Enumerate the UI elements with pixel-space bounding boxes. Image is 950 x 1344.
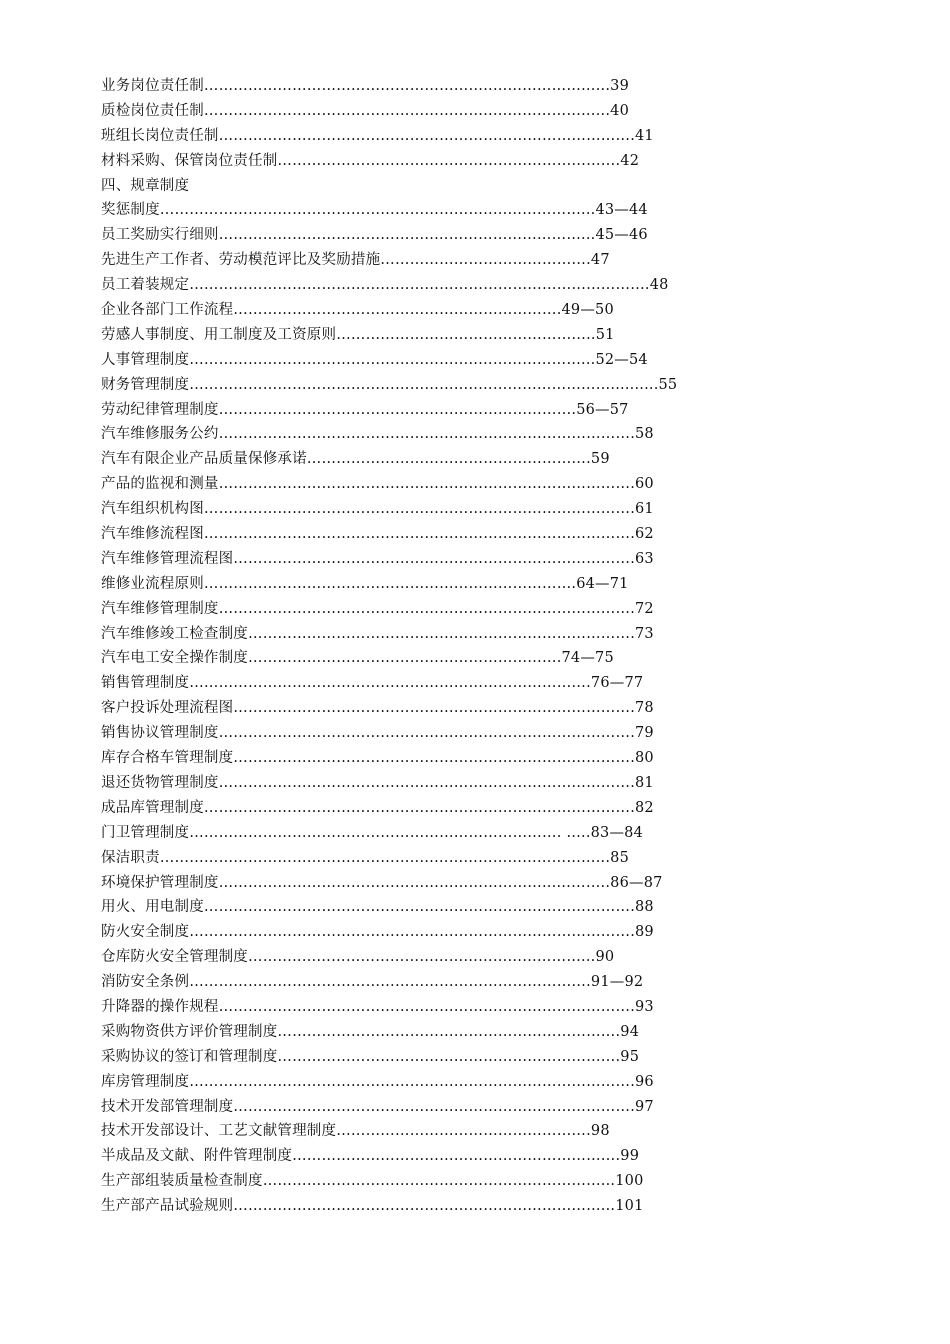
toc-entry: 客户投诉处理流程图……………………………………………………………………….78 [101, 700, 654, 717]
section-heading: 四、规章制度 [101, 177, 190, 194]
toc-entry: 汽车维修管理制度………………………………………………………………………….72 [101, 600, 654, 617]
toc-entry: 销售协议管理制度………………………………………………………………………….79 [101, 725, 654, 742]
toc-entry: 维修业流程原则………………………………………………………………….64—71 [101, 575, 629, 592]
toc-entry: 质检岗位责任制…………………………………………………..…………………...40 [101, 102, 629, 119]
toc-entry: 财务管理制度…………………………………………………..………………………..........55 [101, 376, 678, 393]
toc-entry: 汽车组织机构图…………………………………………………………………………….61 [101, 501, 654, 518]
toc-entry: 汽车维修管理流程图……………………………………………………………………….63 [101, 550, 654, 567]
toc-entry: 仓库防火安全管理制度………..…………………………………………………...90 [101, 949, 615, 966]
toc-entry: 汽车维修竣工检查制度…………………………………………………………………….73 [101, 625, 654, 642]
toc-entry: 业务岗位责任制…………………………………………………..…………………...39 [101, 78, 629, 94]
toc-entry: 门卫管理制度…………………………………………………………………. …..83—84 [101, 824, 644, 841]
toc-entry: 劳动纪律管理制度……………………………………………………………….56—57 [101, 401, 629, 418]
toc-entry: 员工奖励实行细则……………………………………..…………………………...45—46 [101, 227, 648, 244]
toc-entry: 劳感人事制度、用工制度及工资原则……………………………………………..51 [101, 326, 615, 343]
toc-entry: 材料采购、保管岗位责任制…………………………………………………………….42 [101, 152, 640, 169]
toc-entry: 销售管理制度……………………………………………………………………….76—77 [101, 675, 644, 692]
toc-entry: 采购协议的签订和管理制度…………………………………………………………….95 [101, 1048, 640, 1065]
toc-entry: 技术开发部设计、工艺文献管理制度…………………………………………….98 [101, 1123, 610, 1140]
toc-entry: 企业各部门工作流程………………………………………………………….49—50 [101, 302, 614, 319]
toc-entry: 退还货物管理制度………………………………………………………………………….81 [101, 774, 654, 791]
toc-entry: 奖惩制度…………………………………………………………..………………...43—44 [101, 202, 648, 219]
toc-entry: 库房管理制度……………………………………………………………………………….96 [101, 1073, 654, 1090]
toc-entry: 先进生产工作者、劳动模范评比及奖励措施…………………………………….47 [101, 252, 610, 269]
toc-entry: 成品库管理制度…………………………………………………………………………….82 [101, 799, 654, 816]
toc-entry: 采购物资供方评价管理制度…………………………………………………………….94 [101, 1023, 640, 1040]
toc-entry: 生产部产品试验规则…………………………………………………………………...101 [101, 1198, 644, 1215]
toc-entry: 汽车电工安全操作制度……………………………………………………….74—75 [101, 650, 614, 667]
toc-entry: 升降器的操作规程………………………………………………………………………….93 [101, 998, 654, 1015]
toc-entry: 半成品及文献、附件管理制度………………………………………………………….99 [101, 1148, 640, 1165]
toc-entry: 汽车维修服务公约………………………………………………………………………….58 [101, 426, 654, 443]
toc-entry: 产品的监视和测量………………………………………………………………………….60 [101, 476, 654, 493]
toc-entry: 防火安全制度……………………………………………………………………………….89 [101, 924, 654, 941]
toc-entry: 人事管理制度…………………………………………………..…………………...52—54 [101, 351, 648, 368]
toc-entry: 库存合格车管理制度……………………………………………………………………….80 [101, 750, 654, 767]
toc-entry: 班组长岗位责任制………………………………………………………………………….41 [101, 127, 654, 144]
toc-entry: 环境保护管理制度…………………………………………………………...………..86—87 [101, 874, 663, 891]
toc-entry: 汽车有限企业产品质量保修承诺………………………………………………….59 [101, 451, 610, 468]
toc-entry: 消防安全条例……………………………………………………………………….91—92 [101, 974, 644, 991]
toc-entry: 员工着装规定………………………………………………………………………………….48 [101, 277, 669, 294]
toc-entry: 技术开发部管理制度……………………………………………………………………….97 [101, 1098, 654, 1115]
toc-entry: 用火、用电制度…………………………………………………………………………….88 [101, 899, 654, 916]
toc-entry: 生产部组装质量检查制度……………………………………………………………...100 [101, 1173, 644, 1190]
toc-entry: 汽车维修流程图…………………………………………………………………………….62 [101, 526, 654, 543]
table-of-contents [101, 74, 741, 1219]
toc-entry: 保洁职责……………………………………………..………………………………...85 [101, 849, 629, 866]
